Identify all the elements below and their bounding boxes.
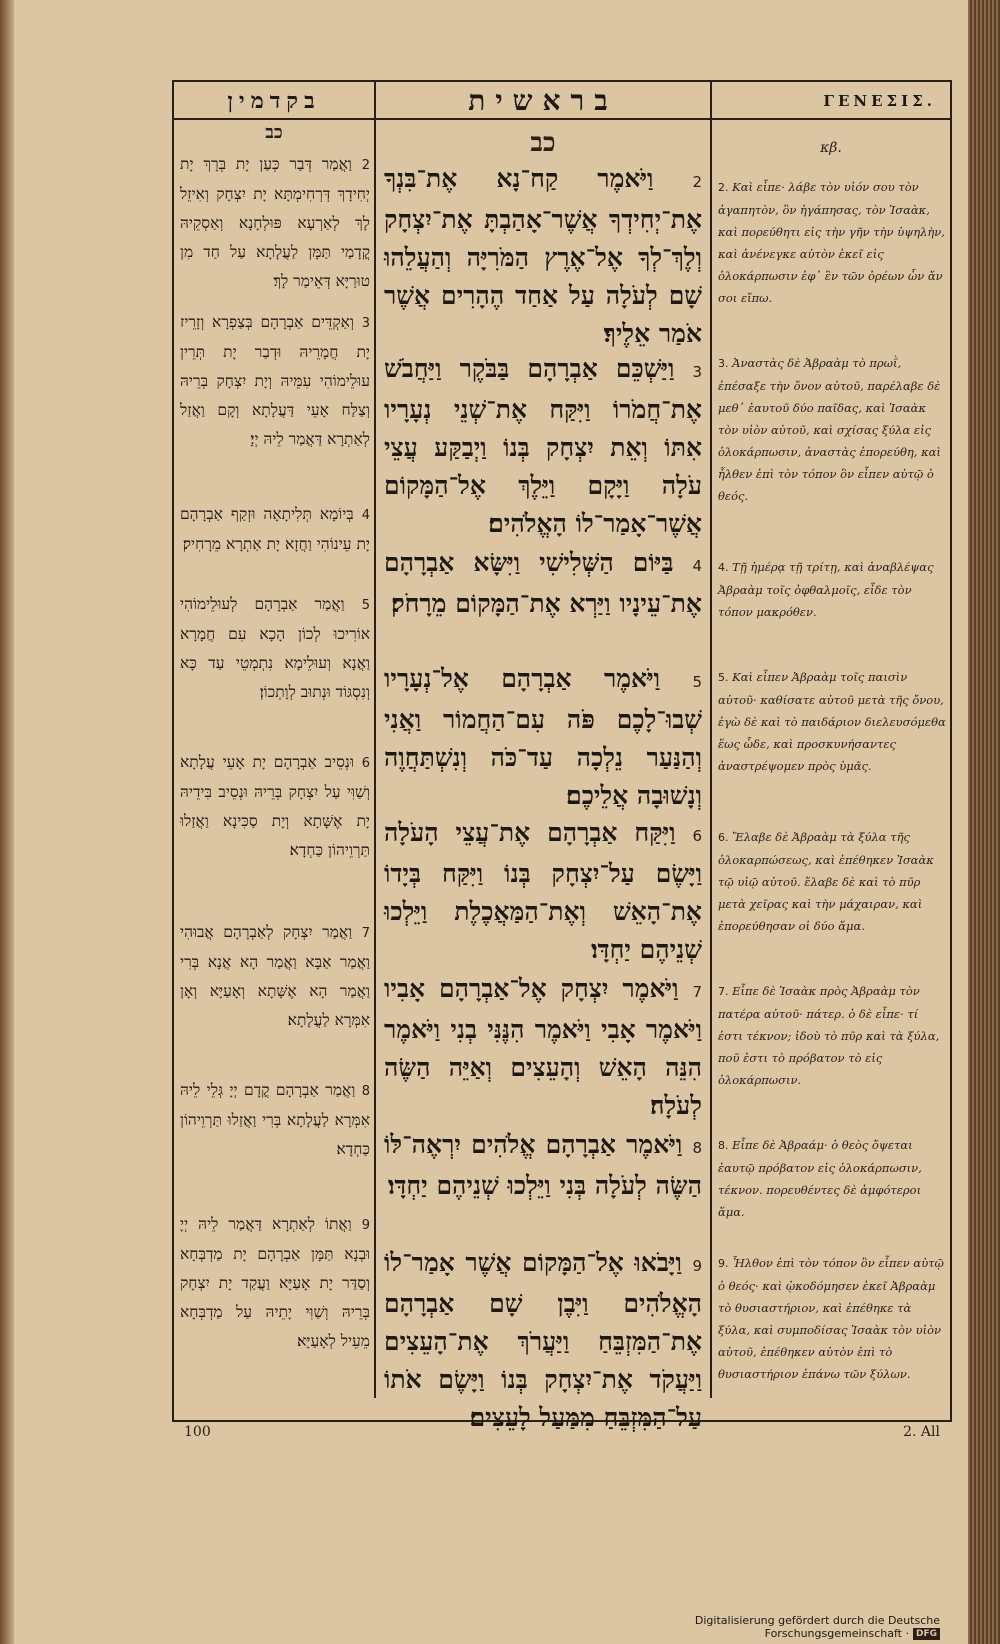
signature-mark: 2. All <box>903 1424 940 1440</box>
verse-text: וַיֹּאמֶר קַח־נָא אֶת־בִּנְךָ אֶת־יְחִידְךָ אֲשֶׁר־אָהַבְתָּ אֶת־יִצְחָק וְלֶךְ־לְךָ אֶל־אֶרֶץ הַמֹּרִיָּה וְהַעֲלֵהוּ שָׁם לְעֹלָה עַל אַחַד הֶהָרִים אֲשֶׁר אֹמַר אֵלֶיךָ׃ <box>384 164 702 348</box>
aramaic-verse <box>180 918 370 1035</box>
hebrew-chapter-number: כב <box>530 128 556 158</box>
greek-chapter-number: κβ. <box>820 140 842 156</box>
verse-number: 8. <box>718 1139 729 1152</box>
hebrew-verse <box>384 1244 702 1437</box>
verse-text: Τῇ ἡμέρᾳ τῇ τρίτῃ, καὶ ἀναβλέψας Ἀβραὰμ τοῖς ὀφθαλμοῖς, εἶδε τὸν τόπον μακρόθεν. <box>718 560 934 619</box>
verse-number: 3. <box>718 357 729 370</box>
verse-number: 3 <box>361 316 371 331</box>
verse-text: וּנְסֵיב אַבְרָהָם יָת אָעֵי עֲלָתָא וְשַׁוִּי עַל יִצְחָק בְּרֵיהּ וּנְסֵיב בִּידֵיהּ יָת אֶשָּׁתָא וְיָת סַכִּינָא וַאֲזַלוּ תַּרְוֵיהוֹן כַּחְדָא׃ <box>180 753 370 859</box>
verse-text: Ἀναστὰς δὲ Ἀβραὰμ τὸ πρωῒ, ἐπέσαξε τὴν ὄνον αὐτοῦ, παρέλαβε δὲ μεθ᾽ ἑαυτοῦ δύο παῖδας, καὶ Ἰσαὰκ τὸν υἱὸν αὐτοῦ, καὶ σχίσας ξύλα εἰς ὁλοκάρπωσιν, ἀναστὰς ἐπορεύθη, καὶ ἦλθεν ἐπὶ τὸν τόπον ὃν εἶπεν αὐτῷ ὁ θεός. <box>718 356 941 503</box>
page-number: 100 <box>184 1424 211 1440</box>
verse-text: וַיַּשְׁכֵּם אַבְרָהָם בַּבֹּקֶר וַיַּחֲבֹשׁ אֶת־חֲמֹרוֹ וַיִּקַּח אֶת־שְׁנֵי נְעָרָיו אִתּוֹ וְאֵת יִצְחָק בְּנוֹ וַיְבַקַּע עֲצֵי עֹלָה וַיָּקָם וַיֵּלֶךְ אֶל־הַמָּקוֹם אֲשֶׁר־אָמַר־לוֹ הָאֱלֹהִים׃ <box>384 354 702 538</box>
hebrew-verse <box>384 814 702 969</box>
verse-text: וַאֲמַר יִצְחָק לְאַבְרָהָם אֲבוּהִי וַאֲמַר אַבָּא וַאֲמַר הָא אֲנָא בְּרִי וַאֲמַר הָא אֶשָּׁתָא וְאָעַיָּא וְאָן אִמְּרָא לַעֲלָתָא׃ <box>180 923 370 1029</box>
hebrew-column-title: בראשית <box>468 84 618 117</box>
column-divider <box>374 82 376 1398</box>
verse-number: 8 <box>361 1084 371 1099</box>
verse-number: 9. <box>718 1257 729 1270</box>
greek-verse <box>718 176 946 309</box>
greek-verse <box>718 556 946 623</box>
aramaic-verse <box>180 500 370 559</box>
aramaic-verse <box>180 308 370 454</box>
verse-number: 9 <box>692 1257 702 1275</box>
verse-number: 5 <box>361 598 370 613</box>
verse-text: Εἶπε δὲ Ἀβραάμ· ὁ θεὸς ὄψεται ἑαυτῷ πρόβατον εἰς ὁλοκάρπωσιν, τέκνον. πορευθέντες δὲ ἀμφότεροι ἅμα. <box>718 1138 922 1219</box>
greek-column-title: ΓΕΝΕΣΙΣ. <box>823 92 936 110</box>
aramaic-verse <box>180 1076 370 1164</box>
verse-text: וַיֹּאמֶר יִצְחָק אֶל־אַבְרָהָם אָבִיו וַיֹּאמֶר אָבִי וַיֹּאמֶר הִנֶּנִּי בְנִי וַיֹּאמֶר הִנֵּה הָאֵשׁ וְהָעֵצִים וְאַיֵּה הַשֶּׂה לְעֹלָה׃ <box>384 974 702 1120</box>
column-divider <box>710 82 712 1398</box>
verse-number: 7 <box>692 983 702 1001</box>
verse-text: Εἶπε δὲ Ἰσαὰκ πρὸς Ἀβραὰμ τὸν πατέρα αὐτοῦ· πάτερ. ὁ δὲ εἶπε· τί ἐστι τέκνον; ἰδοὺ τὸ πῦρ καὶ τὰ ξύλα, ποῦ ἐστι τὸ πρόβατον τὸ εἰς ὁλοκάρπωσιν. <box>718 984 940 1087</box>
greek-verse <box>718 980 946 1091</box>
verse-number: 5 <box>692 673 702 691</box>
greek-verse <box>718 352 946 507</box>
aramaic-verse <box>180 150 370 296</box>
verse-number: 7 <box>361 926 370 941</box>
verse-text: וַיֹּאמֶר אַבְרָהָם אֶל־נְעָרָיו שְׁבוּ־לָכֶם פֹּה עִם־הַחֲמוֹר וַאֲנִי וְהַנַּעַר נֵלְכָה עַד־כֹּה וְנִשְׁתַּחֲוֶה וְנָשׁוּבָה אֲלֵיכֶם׃ <box>384 664 702 810</box>
hebrew-verse <box>384 1126 702 1205</box>
verse-number: 9 <box>361 1218 370 1233</box>
aramaic-verse <box>180 590 370 707</box>
verse-text: Καὶ εἶπεν Ἀβραὰμ τοῖς παισὶν αὐτοῦ· καθίσατε αὐτοῦ μετὰ τῆς ὄνου, ἐγὼ δὲ καὶ τὸ παιδάριον διελευσόμεθα ἕως ὧδε, καὶ προσκυνήσαντες ἀναστρέψομεν πρὸς ὑμᾶς. <box>718 670 946 773</box>
verse-text: וַיָּבֹאוּ אֶל־הַמָּקוֹם אֲשֶׁר אָמַר־לוֹ הָאֱלֹהִים וַיִּבֶן שָׁם אַבְרָהָם אֶת־הַמִּזְבֵּחַ וַיַּעֲרֹךְ אֶת־הָעֵצִים וַיַּעֲקֹד אֶת־יִצְחָק בְּנוֹ וַיָּשֶׂם אֹתוֹ עַל־הַמִּזְבֵּחַ מִמַּעַל לָעֵצִים׃ <box>384 1248 702 1432</box>
verse-text: Ἔλαβε δὲ Ἀβραὰμ τὰ ξύλα τῆς ὁλοκαρπώσεως, καὶ ἐπέθηκεν Ἰσαὰκ τῷ υἱῷ αὐτοῦ. ἔλαβε δὲ καὶ τὸ πῦρ μετὰ χεῖρας καὶ τὴν μάχαιραν, καὶ ἐπορεύθησαν οἱ δύο ἅμα. <box>718 830 934 933</box>
hebrew-verse <box>384 970 702 1125</box>
greek-verse <box>718 666 946 777</box>
page-edges <box>968 0 1000 1644</box>
verse-number: 4. <box>718 561 729 574</box>
hebrew-verse <box>384 350 702 543</box>
verse-text: וַאֲתוֹ לְאַתְרָא דַּאֲמַר לֵיהּ יְיָ וּבְנָא תַּמָּן אַבְרָהָם יָת מַדְבְּחָא וְסַדַּר יָת אָעַיָּא וַעֲקַד יָת יִצְחָק בְּרֵיהּ וְשַׁוִּי יָתֵיהּ עַל מַדְבְּחָא מֵעֵיל לְאָעַיָּא׃ <box>180 1215 370 1350</box>
verse-number: 2 <box>361 158 370 173</box>
aramaic-verse <box>180 1210 370 1356</box>
header-rule <box>172 118 952 120</box>
hebrew-verse <box>384 544 702 623</box>
verse-number: 4 <box>361 508 371 523</box>
verse-number: 6 <box>692 827 702 845</box>
verse-number: 8 <box>692 1139 702 1157</box>
verse-number: 6. <box>718 831 729 844</box>
digitization-credit <box>560 1614 940 1640</box>
verse-text: וְאַקְדֵּים אַבְרָהָם בְּצַפְרָא וְזָרֵיז יָת חֲמָרֵיהּ וּדְבַר יָת תְּרֵין עוּלֵימוֹהִי עִמֵּיהּ וְיָת יִצְחָק בְּרֵיהּ וְצַלַּח אָעֵי דַּעֲלָתָא וְקָם וַאֲזַל לְאַתְרָא דַּאֲמַר לֵיהּ יְיָ׃ <box>180 313 370 448</box>
verse-number: 7. <box>718 985 729 998</box>
verse-number: 2. <box>718 181 729 194</box>
aramaic-chapter-number: כב <box>265 122 283 143</box>
verse-number: 5. <box>718 671 729 684</box>
greek-verse <box>718 1134 946 1223</box>
verse-text: וַאֲמַר דְּבַר כְּעַן יָת בְּרָךְ יָת יְחִידָךְ דְּרְחִימְתָּא יָת יִצְחָק וְאִיזֵל לָךְ לְאַרְעָא פּוּלְחָנָא וְאַסְקֵיהּ קֳדָמַי תַּמָּן לַעֲלָתָא עַל חַד מִן טוּרַיָּא דְּאֵימַר לָךְ׃ <box>180 155 370 290</box>
aramaic-column-title: בקדמין <box>227 88 321 114</box>
aramaic-verse <box>180 748 370 865</box>
verse-text: בַּיּוֹם הַשְּׁלִישִׁי וַיִּשָּׂא אַבְרָהָם אֶת־עֵינָיו וַיַּרְא אֶת־הַמָּקוֹם מֵרָחֹק׃ <box>384 548 702 618</box>
verse-text: בְּיוֹמָא תְּלִיתָאָה וּזְקַף אַבְרָהָם יָת עֵינוֹהִי וַחֲזָא יָת אַתְרָא מֵרָחִיק׃ <box>180 505 370 553</box>
verse-text: וַאֲמַר אַבְרָהָם לְעוּלֵימוֹהִי אוֹרִיכוּ לְכוֹן הָכָא עִם חֲמָרָא וַאֲנָא וְעוּלֵימָא נִתְמְטֵי עַד כָּא וְנִסְגּוֹד וּנְתוּב לְוָתְכוֹן׃ <box>180 595 370 701</box>
verse-number: 4 <box>692 557 702 575</box>
verse-number: 2 <box>692 173 702 191</box>
verse-text: וַיִּקַּח אַבְרָהָם אֶת־עֲצֵי הָעֹלָה וַיָּשֶׂם עַל־יִצְחָק בְּנוֹ וַיִּקַּח בְּיָדוֹ אֶת־הָאֵשׁ וְאֶת־הַמַּאֲכֶלֶת וַיֵּלְכוּ שְׁנֵיהֶם יַחְדָּו׃ <box>384 818 702 964</box>
verse-text: וַיֹּאמֶר אַבְרָהָם אֱלֹהִים יִרְאֶה־לּוֹ הַשֶּׂה לְעֹלָה בְּנִי וַיֵּלְכוּ שְׁנֵיהֶם יַחְדָּו׃ <box>384 1130 702 1200</box>
verse-text: וַאֲמַר אַבְרָהָם קֳדָם יְיָ גְּלֵי לֵיהּ אִמְּרָא לַעֲלָתָא בְּרִי וַאֲזַלוּ תַּרְוֵיהוֹן כַּחְדָא׃ <box>180 1081 370 1158</box>
verse-text: Ἦλθον ἐπὶ τὸν τόπον ὃν εἶπεν αὐτῷ ὁ θεός· καὶ ᾠκοδόμησεν ἐκεῖ Ἀβραὰμ τὸ θυσιαστήριον, καὶ ἐπέθηκε τὰ ξύλα, καὶ συμποδίσας Ἰσαὰκ τὸν υἱὸν αὐτοῦ, ἐπέθηκεν αὐτὸν ἐπὶ τὸ θυσιαστήριον ἐπάνω τῶν ξύλων. <box>718 1256 944 1381</box>
book-spine <box>0 0 14 1644</box>
credit-text: Digitalisierung gefördert durch die Deutsche Forschungsgemeinschaft · <box>694 1614 940 1640</box>
verse-number: 6 <box>361 756 370 771</box>
hebrew-verse <box>384 660 702 815</box>
greek-verse <box>718 1252 946 1385</box>
hebrew-verse <box>384 160 702 353</box>
greek-verse <box>718 826 946 937</box>
verse-text: Καὶ εἶπε· λάβε τὸν υἱόν σου τὸν ἀγαπητὸν, ὃν ἠγάπησας, τὸν Ἰσαὰκ, καὶ πορεύθητι εἰς τὴν γῆν τὴν ὑψηλὴν, καὶ ἀνένεγκε αὐτὸν ἐκεῖ εἰς ὁλοκάρπωσιν ἐφ᾽ ἓν τῶν ὀρέων ὧν ἄν σοι εἴπω. <box>718 180 945 305</box>
verse-number: 3 <box>692 363 702 381</box>
dfg-logo: DFG <box>913 1628 940 1640</box>
